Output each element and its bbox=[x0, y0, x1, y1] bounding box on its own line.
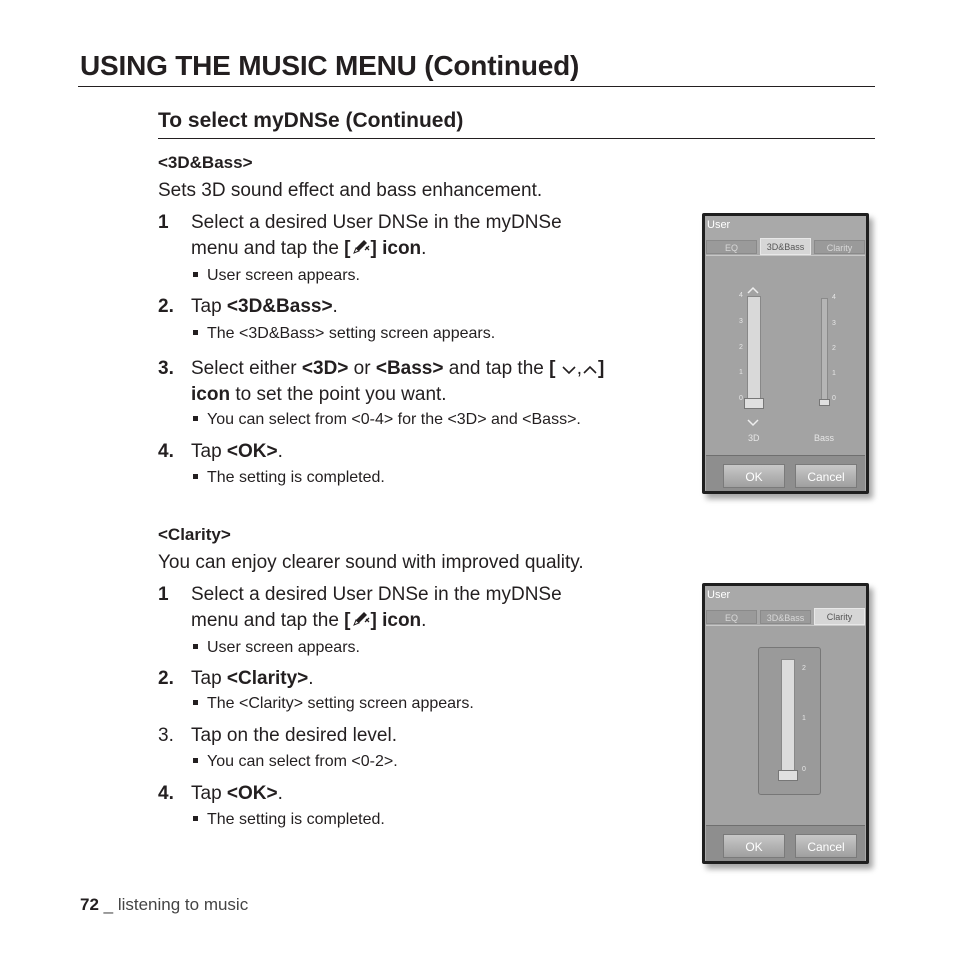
tab-clarity[interactable]: Clarity bbox=[814, 608, 865, 625]
bass3d-step-1-note: User screen appears. bbox=[193, 267, 360, 285]
tick-3d-3: 3 bbox=[739, 318, 743, 325]
step-text-line1: Select either <3D> or <Bass> and tap the [ , ] bbox=[191, 356, 604, 384]
slider-clarity-track[interactable] bbox=[781, 659, 795, 777]
tab-eq[interactable]: EQ bbox=[706, 240, 757, 254]
clarity-step-4-note: The setting is completed. bbox=[193, 811, 385, 829]
clarity-step-2-note: The <Clarity> setting screen appears. bbox=[193, 695, 474, 713]
bass3d-heading: <3D&Bass> bbox=[158, 153, 253, 172]
slider-clarity-handle[interactable] bbox=[778, 770, 798, 781]
step-number: 1 bbox=[158, 584, 169, 605]
step-text: Tap <Clarity>. bbox=[191, 668, 314, 689]
tab-eq[interactable]: EQ bbox=[706, 610, 757, 624]
slider-3d-track[interactable] bbox=[747, 296, 761, 406]
step-number: 4. bbox=[158, 441, 174, 462]
tick-bass-2: 2 bbox=[832, 345, 836, 352]
cancel-button[interactable]: Cancel bbox=[795, 834, 857, 858]
tick-bass-4: 4 bbox=[832, 294, 836, 301]
step-text-line1: Select a desired User DNSe in the myDNSe bbox=[191, 584, 562, 605]
footer-text: _ listening to music bbox=[98, 895, 249, 914]
step-number: 2. bbox=[158, 296, 174, 317]
screen-button-bar bbox=[706, 455, 865, 491]
label-bass: Bass bbox=[814, 433, 835, 443]
ok-button[interactable]: OK bbox=[723, 464, 785, 488]
clarity-step-2 bbox=[158, 666, 678, 692]
tick-3d-4: 4 bbox=[739, 292, 743, 299]
clarity-device-screenshot bbox=[702, 583, 869, 864]
slider-3d-handle[interactable] bbox=[744, 398, 764, 409]
chevron-up-icon bbox=[582, 358, 598, 384]
bass3d-screen bbox=[705, 216, 866, 491]
tick-clarity-2: 2 bbox=[802, 665, 806, 672]
label-3d: 3D bbox=[748, 433, 760, 443]
page-footer bbox=[80, 895, 248, 915]
step-number: 4. bbox=[158, 783, 174, 804]
clarity-step-3 bbox=[158, 723, 678, 749]
bass3d-step-3 bbox=[158, 356, 688, 408]
tick-bass-3: 3 bbox=[832, 320, 836, 327]
clarity-step-3-note: You can select from <0-2>. bbox=[193, 753, 398, 771]
section-title: To select myDNSe (Continued) bbox=[158, 109, 464, 132]
clarity-panel bbox=[706, 625, 865, 826]
bass3d-step-4 bbox=[158, 439, 678, 465]
clarity-step-1-note: User screen appears. bbox=[193, 639, 360, 657]
step-text-line2: icon to set the point you want. bbox=[191, 384, 447, 405]
step-text-line2: menu and tap the [ ] icon. bbox=[191, 236, 426, 264]
chevron-down-icon[interactable] bbox=[746, 415, 760, 433]
bass3d-step-2-note: The <3D&Bass> setting screen appears. bbox=[193, 325, 495, 343]
clarity-screen bbox=[705, 586, 866, 861]
tab-clarity[interactable]: Clarity bbox=[814, 240, 865, 254]
tick-clarity-0: 0 bbox=[802, 766, 806, 773]
bass3d-step-2 bbox=[158, 294, 678, 320]
step-text-line2: menu and tap the [ ] icon. bbox=[191, 608, 426, 636]
tick-bass-0: 0 bbox=[832, 395, 836, 402]
cancel-button[interactable]: Cancel bbox=[795, 464, 857, 488]
step-text: Tap <OK>. bbox=[191, 783, 283, 804]
page-title: USING THE MUSIC MENU (Continued) bbox=[80, 50, 580, 81]
screen-tabs bbox=[706, 608, 865, 625]
slider-bass-handle[interactable] bbox=[819, 399, 830, 406]
tick-bass-1: 1 bbox=[832, 370, 836, 377]
tick-clarity-1: 1 bbox=[802, 715, 806, 722]
title-rule bbox=[78, 86, 875, 87]
tab-3d-bass[interactable]: 3D&Bass bbox=[760, 610, 811, 624]
chevron-down-icon bbox=[561, 358, 577, 384]
clarity-heading: <Clarity> bbox=[158, 525, 231, 544]
step-text-line1: Select a desired User DNSe in the myDNSe bbox=[191, 212, 562, 233]
clarity-step-1 bbox=[158, 582, 678, 642]
clarity-step-4 bbox=[158, 781, 678, 807]
screen-button-bar bbox=[706, 825, 865, 861]
ok-button[interactable]: OK bbox=[723, 834, 785, 858]
bass3d-panel bbox=[706, 255, 865, 456]
screen-title: User bbox=[707, 589, 731, 601]
section-rule bbox=[158, 138, 875, 139]
screen-title: User bbox=[707, 219, 731, 231]
clarity-intro: You can enjoy clearer sound with improved quality. bbox=[158, 552, 584, 573]
tab-3d-bass[interactable]: 3D&Bass bbox=[760, 238, 811, 255]
bass3d-device-screenshot bbox=[702, 213, 869, 494]
step-text: Tap <OK>. bbox=[191, 441, 283, 462]
slider-bass-track[interactable] bbox=[821, 298, 828, 404]
bass3d-step-4-note: The setting is completed. bbox=[193, 469, 385, 487]
tick-3d-1: 1 bbox=[739, 369, 743, 376]
step-number: 2. bbox=[158, 668, 174, 689]
bass3d-step-1 bbox=[158, 210, 678, 270]
step-number: 3. bbox=[158, 358, 174, 379]
step-text: Tap on the desired level. bbox=[191, 725, 397, 746]
step-number: 1 bbox=[158, 212, 169, 233]
step-text: Tap <3D&Bass>. bbox=[191, 296, 338, 317]
pencil-icon bbox=[351, 238, 371, 264]
screen-tabs bbox=[706, 238, 865, 255]
bass3d-step-3-note: You can select from <0-4> for the <3D> and <Bass>. bbox=[193, 411, 581, 429]
page-number: 72 bbox=[80, 895, 99, 914]
bass3d-intro: Sets 3D sound effect and bass enhancement. bbox=[158, 180, 543, 201]
step-number: 3. bbox=[158, 725, 174, 746]
tick-3d-0: 0 bbox=[739, 395, 743, 402]
tick-3d-2: 2 bbox=[739, 344, 743, 351]
pencil-icon bbox=[351, 610, 371, 636]
